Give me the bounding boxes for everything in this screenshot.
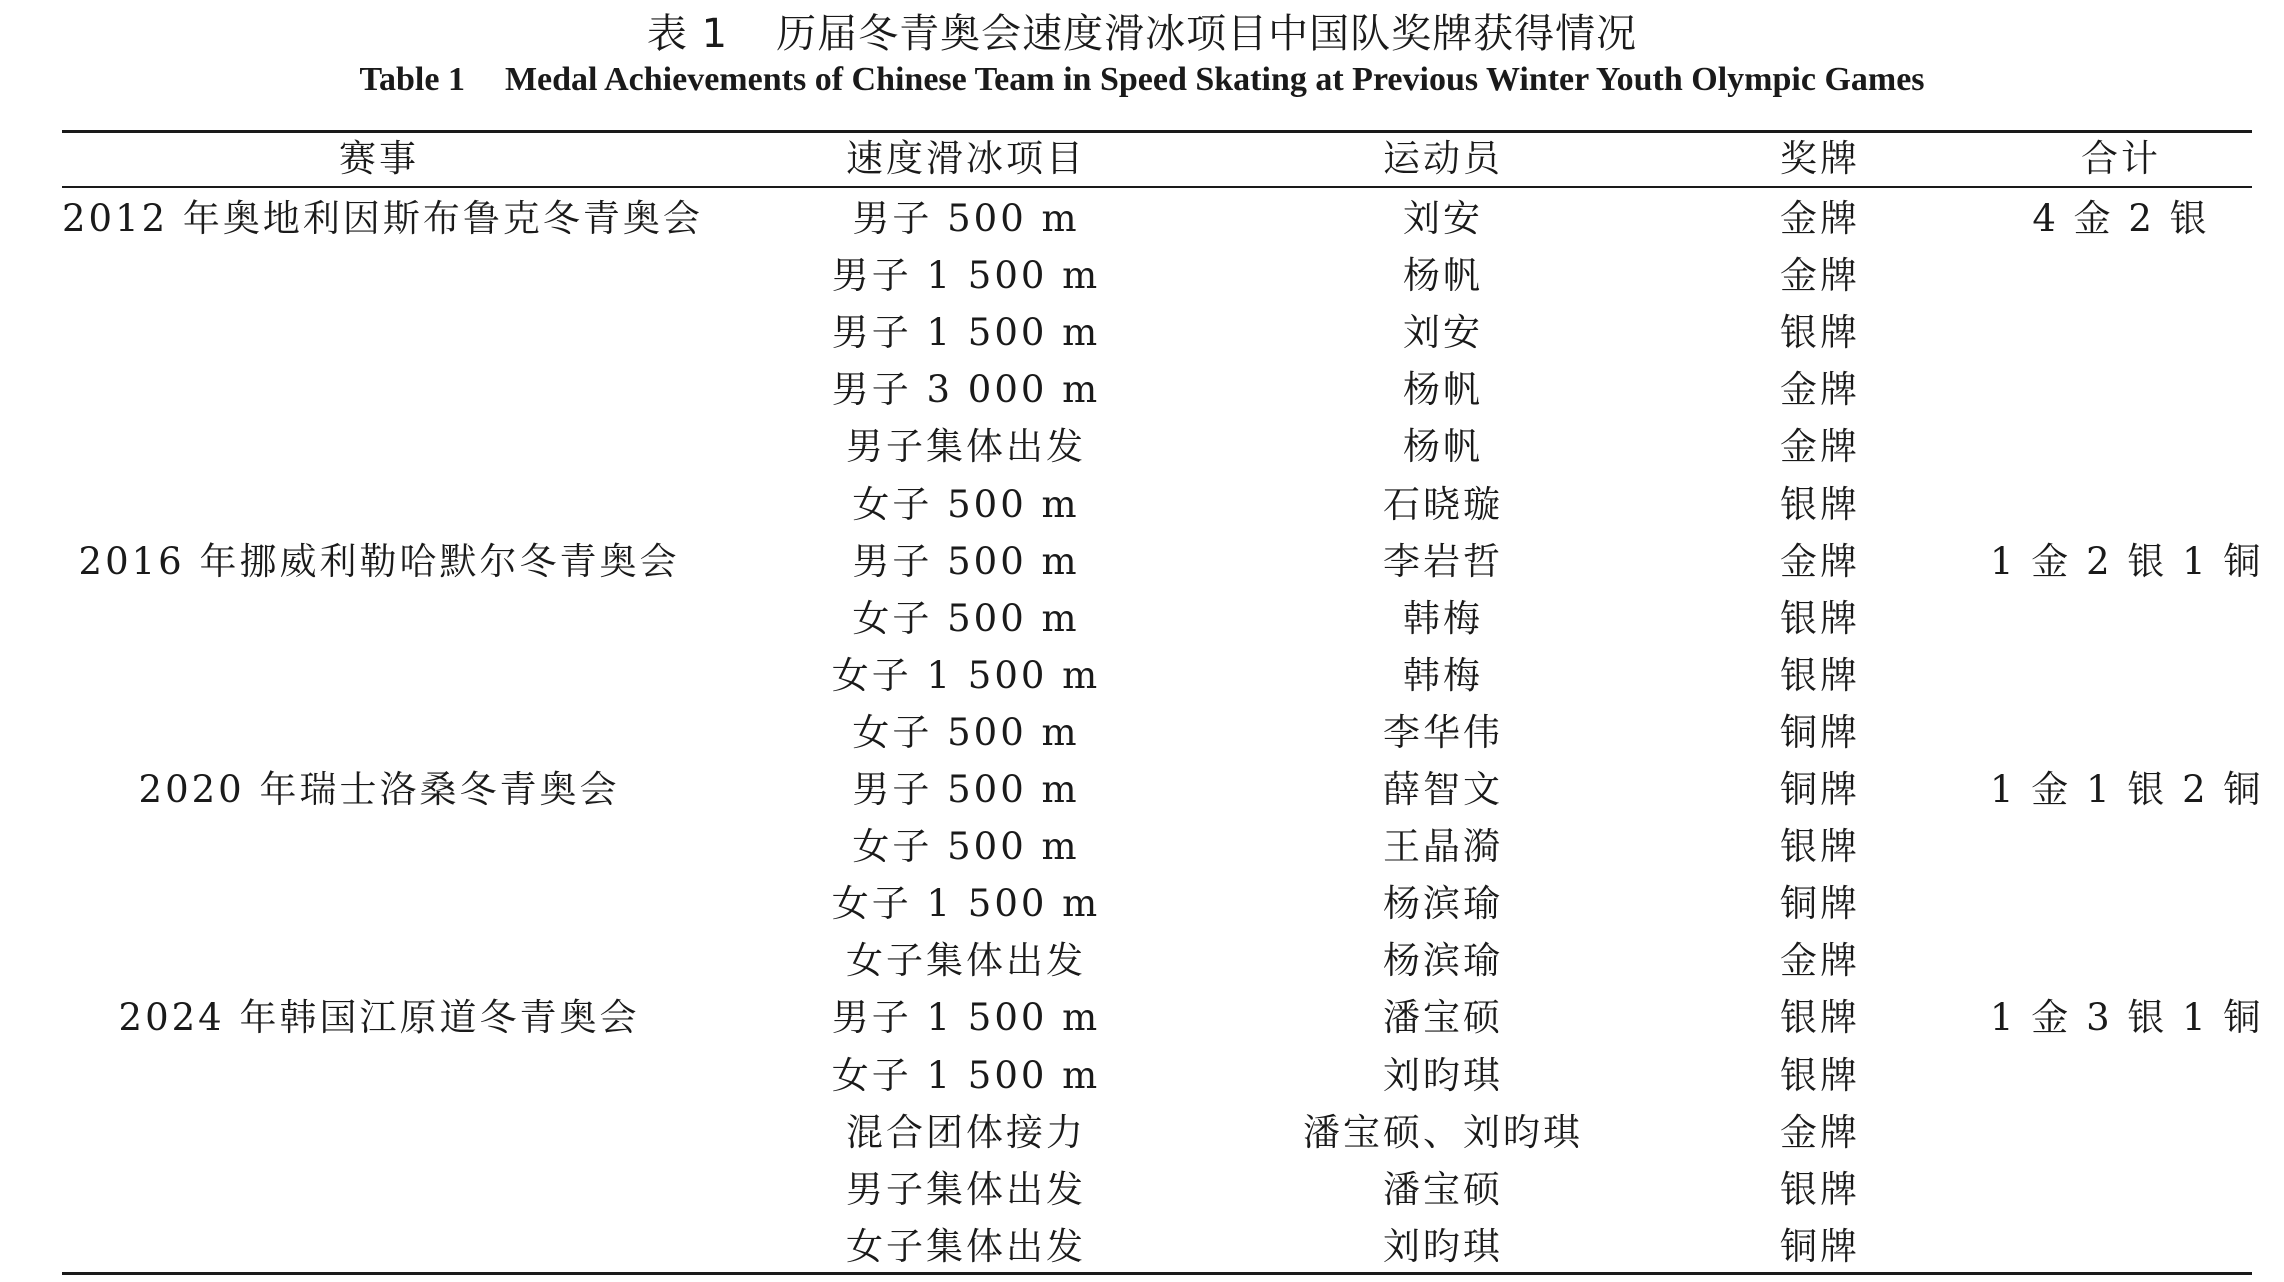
total-cell: 1 金 2 银 1 铜	[1990, 539, 2264, 583]
item-cell: 男子集体出发	[846, 1167, 1086, 1211]
item-cell: 男子 500 m	[852, 768, 1080, 811]
medal-cell: 银牌	[1780, 825, 1860, 869]
header-total: 合计	[2081, 137, 2161, 180]
table-row	[62, 533, 2264, 590]
total-cell: 1 金 1 银 2 铜	[1990, 768, 2264, 811]
table-row	[62, 418, 2252, 475]
table-row	[62, 1104, 2252, 1161]
table-row	[62, 818, 2252, 875]
athlete-cell: 杨滨瑜	[1383, 939, 1503, 983]
athlete-cell: 韩梅	[1403, 596, 1483, 640]
medal-cell: 银牌	[1780, 996, 1860, 1040]
table-row	[62, 647, 2252, 704]
athlete-cell: 李华伟	[1383, 710, 1503, 754]
athlete-cell: 李岩哲	[1383, 539, 1503, 583]
athlete-cell: 潘宝硕	[1383, 1167, 1503, 1211]
medal-cell: 金牌	[1780, 254, 1860, 298]
table-row	[62, 190, 2252, 247]
total-cell	[1990, 304, 2252, 361]
table-label-english: Table 1	[359, 61, 465, 98]
medal-cell: 银牌	[1780, 1053, 1860, 1097]
event-cell: 2024 年韩国江原道冬青奥会	[118, 996, 640, 1040]
item-cell: 女子 500 m	[852, 596, 1080, 640]
table-row	[62, 875, 2252, 932]
total-cell	[1990, 418, 2252, 475]
total-cell	[1990, 1047, 2252, 1104]
table-row	[62, 989, 2264, 1046]
item-cell: 男子 1 500 m	[831, 254, 1101, 298]
athlete-cell: 刘安	[1403, 311, 1483, 355]
table-row	[62, 476, 2252, 533]
athlete-cell: 杨帆	[1403, 425, 1483, 469]
total-cell	[1990, 476, 2252, 533]
event-cell	[62, 304, 696, 361]
table-title-english	[0, 58, 2284, 102]
item-cell: 男子 1 500 m	[831, 996, 1101, 1040]
athlete-cell: 刘昀琪	[1383, 1053, 1503, 1097]
medal-cell: 铜牌	[1780, 882, 1860, 926]
header-medal: 奖牌	[1780, 137, 1860, 180]
medal-cell: 金牌	[1780, 939, 1860, 983]
table-row	[62, 1047, 2252, 1104]
table-row	[62, 247, 2252, 304]
event-cell	[62, 361, 696, 418]
athlete-cell: 刘昀琪	[1383, 1224, 1503, 1268]
medal-cell: 金牌	[1780, 1110, 1860, 1154]
table-caption-english: Medal Achievements of Chinese Team in Speed Skating at Previous Winter Youth Olympic Games	[504, 61, 1925, 98]
item-cell: 女子 1 500 m	[831, 1053, 1101, 1097]
table-label-chinese: 表 1	[646, 11, 729, 57]
medal-cell: 铜牌	[1780, 768, 1860, 811]
athlete-cell: 杨帆	[1403, 368, 1483, 412]
item-cell: 女子集体出发	[846, 939, 1086, 983]
header-event: 赛事	[339, 137, 419, 180]
athlete-cell: 石晓璇	[1383, 482, 1503, 526]
athlete-cell: 王晶漪	[1383, 825, 1503, 869]
event-cell	[62, 1104, 696, 1161]
athlete-cell: 刘安	[1403, 197, 1483, 240]
event-cell	[62, 418, 696, 475]
medal-cell: 银牌	[1780, 1167, 1860, 1211]
event-cell	[62, 590, 696, 647]
medal-cell: 金牌	[1780, 425, 1860, 469]
header-item: 速度滑冰项目	[846, 137, 1086, 180]
item-cell: 男子集体出发	[846, 425, 1086, 469]
table-title-chinese	[0, 6, 2284, 62]
medal-cell: 银牌	[1780, 653, 1860, 697]
total-cell	[1990, 875, 2252, 932]
item-cell: 男子 500 m	[852, 539, 1080, 583]
event-cell	[62, 1218, 696, 1275]
table-row	[62, 704, 2252, 761]
total-cell	[1990, 247, 2252, 304]
total-cell	[1990, 361, 2252, 418]
athlete-cell: 杨帆	[1403, 254, 1483, 298]
total-cell	[1990, 1161, 2252, 1218]
athlete-cell: 潘宝硕、刘昀琪	[1303, 1110, 1583, 1154]
medal-cell: 铜牌	[1780, 1224, 1860, 1268]
event-cell	[62, 647, 696, 704]
total-cell	[1990, 704, 2252, 761]
event-cell	[62, 1047, 696, 1104]
medal-cell: 银牌	[1780, 596, 1860, 640]
event-cell	[62, 247, 696, 304]
table-caption-chinese: 历届冬青奥会速度滑冰项目中国队奖牌获得情况	[776, 11, 1638, 57]
medal-cell: 金牌	[1780, 197, 1860, 240]
medal-cell: 金牌	[1780, 368, 1860, 412]
table-row	[62, 1161, 2252, 1218]
item-cell: 男子 500 m	[852, 197, 1080, 240]
total-cell	[1990, 1104, 2252, 1161]
event-cell	[62, 476, 696, 533]
table-row	[62, 590, 2252, 647]
total-cell: 1 金 3 银 1 铜	[1990, 996, 2264, 1040]
header-athlete: 运动员	[1383, 137, 1503, 180]
event-cell: 2012 年奥地利因斯布鲁克冬青奥会	[62, 197, 703, 240]
event-cell	[62, 932, 696, 989]
event-cell	[62, 818, 696, 875]
event-cell	[62, 1161, 696, 1218]
event-cell: 2020 年瑞士洛桑冬青奥会	[138, 768, 620, 811]
item-cell: 女子集体出发	[846, 1224, 1086, 1268]
total-cell: 4 金 2 银	[2032, 197, 2210, 240]
medal-cell: 银牌	[1780, 311, 1860, 355]
medal-cell: 铜牌	[1780, 710, 1860, 754]
table-header-row	[62, 130, 2252, 187]
table-row	[62, 304, 2252, 361]
total-cell	[1990, 1218, 2252, 1275]
table-row	[62, 761, 2264, 818]
item-cell: 女子 500 m	[852, 710, 1080, 754]
item-cell: 男子 1 500 m	[831, 311, 1101, 355]
table-row	[62, 361, 2252, 418]
athlete-cell: 潘宝硕	[1383, 996, 1503, 1040]
item-cell: 混合团体接力	[846, 1110, 1086, 1154]
table-row	[62, 932, 2252, 989]
item-cell: 女子 1 500 m	[831, 653, 1101, 697]
item-cell: 女子 500 m	[852, 482, 1080, 526]
total-cell	[1990, 932, 2252, 989]
total-cell	[1990, 590, 2252, 647]
athlete-cell: 韩梅	[1403, 653, 1483, 697]
athlete-cell: 杨滨瑜	[1383, 882, 1503, 926]
event-cell	[62, 704, 696, 761]
total-cell	[1990, 647, 2252, 704]
event-cell: 2016 年挪威利勒哈默尔冬青奥会	[78, 539, 680, 583]
medal-cell: 金牌	[1780, 539, 1860, 583]
medal-cell: 银牌	[1780, 482, 1860, 526]
item-cell: 女子 1 500 m	[831, 882, 1101, 926]
item-cell: 男子 3 000 m	[831, 368, 1101, 412]
event-cell	[62, 875, 696, 932]
item-cell: 女子 500 m	[852, 825, 1080, 869]
athlete-cell: 薛智文	[1383, 768, 1503, 811]
table-row	[62, 1218, 2252, 1275]
total-cell	[1990, 818, 2252, 875]
